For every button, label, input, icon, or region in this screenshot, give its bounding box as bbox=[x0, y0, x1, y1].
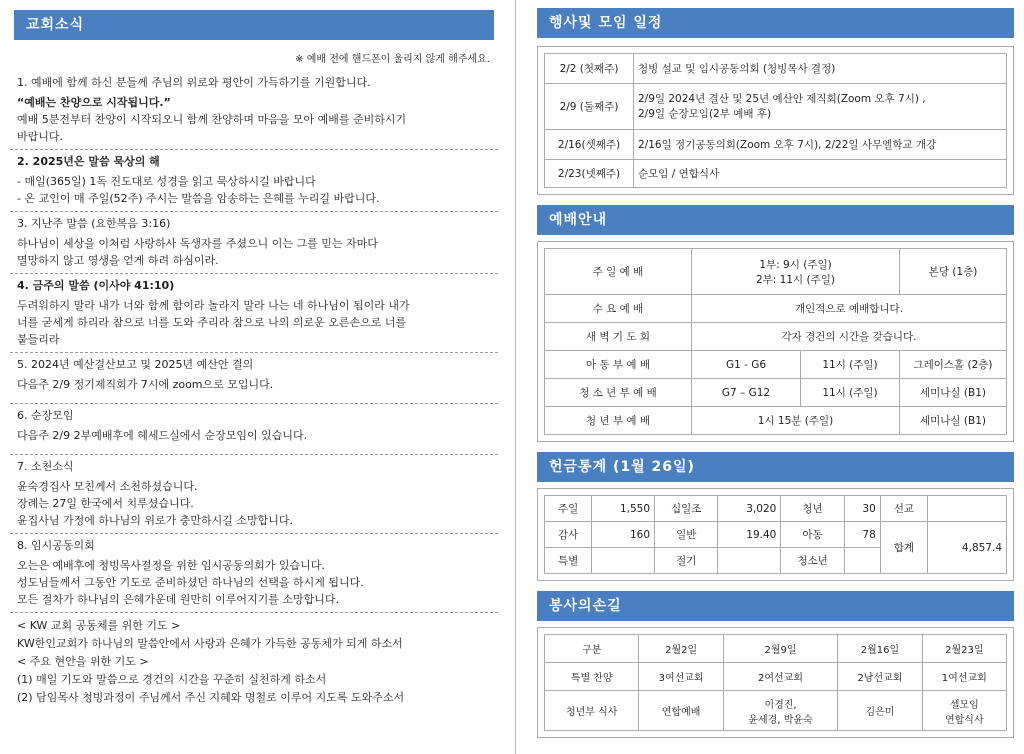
table-row bbox=[545, 407, 1007, 435]
news-line: 예배 5분전부터 찬양이 시작되오니 함께 찬양하며 마음을 모아 예배를 준비하시기 bbox=[17, 113, 407, 126]
table-row bbox=[545, 160, 1007, 188]
schedule-desc: 순모임 / 연합식사 bbox=[634, 160, 1007, 188]
stats-header: 헌금통계 (1월 26일) bbox=[537, 452, 1014, 482]
worship-name: 청 소 년 부 예 배 bbox=[545, 379, 692, 407]
news-title: 1. 예배에 함께 하신 분들께 주님의 위로와 평안이 가득하기를 기원합니다. bbox=[17, 76, 371, 89]
table-row bbox=[545, 351, 1007, 379]
news-item-5 bbox=[10, 353, 498, 404]
news-line: 너를 굳세게 하리라 참으로 너를 도와 주리라 참으로 나의 의로운 오른손으로 너를 bbox=[17, 316, 407, 329]
service-cell: 1여선교회 bbox=[922, 663, 1006, 691]
service-cell: 이경진, 윤세경, 박윤숙 bbox=[723, 691, 838, 731]
news-line: - 매일(365일) 1독 진도대로 성경을 읽고 묵상하시길 바랍니다 bbox=[17, 175, 316, 188]
phone-notice: ※ 예배 전에 핸드폰이 울리지 않게 해주세요. bbox=[295, 54, 490, 65]
prayer-line: KW한인교회가 하나님의 말씀안에서 사랑과 은혜가 가득한 공동체가 되게 하소서 bbox=[17, 637, 403, 650]
stats-label: 청년 bbox=[781, 496, 844, 522]
news-item-8 bbox=[10, 534, 498, 613]
schedule-date: 2/2 (첫째주) bbox=[545, 54, 634, 84]
service-cell: 청년부 식사 bbox=[545, 691, 639, 731]
stats-value bbox=[844, 548, 880, 574]
schedule-desc: 청빙 설교 및 임시공동의회 (청빙목사 결정) bbox=[634, 54, 1007, 84]
schedule-desc: 2/16일 정기공동의회(Zoom 오후 7시), 2/22일 사무엘학교 개강 bbox=[634, 130, 1007, 160]
service-cell: 특별 찬양 bbox=[545, 663, 639, 691]
stats-total-label: 합계 bbox=[880, 522, 927, 574]
worship-desc: 각자 경건의 시간을 갖습니다. bbox=[692, 323, 1007, 351]
service-cell: 연합예배 bbox=[639, 691, 723, 731]
prayer-line: (1) 매일 기도와 말씀으로 경건의 시간을 꾸준히 실천하게 하소서 bbox=[17, 673, 327, 686]
worship-time-2: 2부: 11시 (주일) bbox=[755, 273, 836, 286]
schedule-date: 2/23(넷째주) bbox=[545, 160, 634, 188]
worship-time-1: 1부: 9시 (주일) bbox=[759, 258, 832, 271]
news-title: 7. 소천소식 bbox=[17, 460, 74, 473]
worship-time: 11시 (주일) bbox=[801, 351, 900, 379]
prayer-line: (2) 담임목사 청빙과정이 주님께서 주신 지혜와 명철로 이루어 지도록 도와주소서 bbox=[17, 691, 405, 704]
schedule-date: 2/16(셋째주) bbox=[545, 130, 634, 160]
stats-label: 특별 bbox=[545, 548, 592, 574]
news-item-6 bbox=[10, 404, 498, 455]
right-column bbox=[537, 0, 1014, 738]
church-news-header: 교회소식 bbox=[14, 10, 494, 40]
service-head: 구분 bbox=[545, 635, 639, 663]
stats-value: 160 bbox=[592, 522, 655, 548]
news-line: 바랍니다. bbox=[17, 130, 64, 143]
stats-label: 선교 bbox=[880, 496, 927, 522]
service-box bbox=[537, 627, 1014, 738]
worship-table bbox=[544, 248, 1007, 435]
table-row bbox=[545, 295, 1007, 323]
prayer-section bbox=[10, 613, 498, 707]
service-cell: 3여선교회 bbox=[639, 663, 723, 691]
service-head: 2월2일 bbox=[639, 635, 723, 663]
service-cell: 셀모임 연합식사 bbox=[922, 691, 1006, 731]
table-row bbox=[545, 379, 1007, 407]
service-table bbox=[544, 634, 1007, 731]
news-line: 두려워하지 말라 내가 너와 함께 함이라 놀라지 말라 나는 네 하나님이 됨이라 내가 bbox=[17, 299, 410, 312]
stats-box bbox=[537, 488, 1014, 581]
stats-label: 감사 bbox=[545, 522, 592, 548]
worship-header: 예배안내 bbox=[537, 205, 1014, 235]
stats-label: 일반 bbox=[655, 522, 718, 548]
worship-time: 11시 (주일) bbox=[801, 379, 900, 407]
stats-label: 아동 bbox=[781, 522, 844, 548]
worship-grade: G1 - G6 bbox=[692, 351, 801, 379]
news-line: - 온 교인이 매 주일(52주) 주시는 말씀을 암송하는 은혜를 누리길 바랍니다. bbox=[17, 192, 380, 205]
worship-name: 주 일 예 배 bbox=[545, 249, 692, 295]
worship-desc: 개인적으로 예배합니다. bbox=[692, 295, 1007, 323]
news-title: 4. 금주의 말씀 (이사야 41:10) bbox=[17, 279, 175, 292]
worship-time bbox=[692, 249, 900, 295]
stats-value: 19.40 bbox=[718, 522, 781, 548]
news-line: 오는은 예배후에 청빙목사결정을 위한 임시공동의회가 있습니다. bbox=[17, 559, 325, 572]
news-line: 모든 절차가 하나님의 은혜가운데 원만히 이루어지기를 소망합니다. bbox=[17, 593, 340, 606]
stats-value bbox=[718, 548, 781, 574]
service-cell: 2여선교회 bbox=[723, 663, 838, 691]
stats-label: 절기 bbox=[655, 548, 718, 574]
news-title: 6. 순장모임 bbox=[17, 409, 74, 422]
schedule-desc: 2/9일 2024년 결산 및 25년 예산안 제직회(Zoom 오후 7시) , 2/9일 순장모임(2부 예배 후) bbox=[634, 84, 1007, 130]
worship-grade: G7 – G12 bbox=[692, 379, 801, 407]
prayer-line: < 주요 현안을 위한 기도 > bbox=[17, 655, 149, 668]
table-row bbox=[545, 496, 1007, 522]
table-row bbox=[545, 635, 1007, 663]
service-head: 2월23일 bbox=[922, 635, 1006, 663]
worship-place: 그레이스홀 (2층) bbox=[900, 351, 1007, 379]
table-row bbox=[545, 54, 1007, 84]
stats-total-value: 4,857.4 bbox=[927, 522, 1006, 574]
news-line: 장례는 27일 한국에서 치루셨습니다. bbox=[17, 497, 194, 510]
stats-label: 주일 bbox=[545, 496, 592, 522]
worship-name: 새 벽 기 도 회 bbox=[545, 323, 692, 351]
service-cell: 김은미 bbox=[838, 691, 922, 731]
news-line: 다음주 2/9 2부예배후에 헤세드실에서 순장모임이 있습니다. bbox=[17, 429, 308, 442]
table-row bbox=[545, 663, 1007, 691]
news-line: 윤숙경집사 모친께서 소천하셨습니다. bbox=[17, 480, 198, 493]
service-head: 2월9일 bbox=[723, 635, 838, 663]
stats-value bbox=[592, 548, 655, 574]
column-divider bbox=[515, 0, 516, 754]
service-header: 봉사의손길 bbox=[537, 591, 1014, 621]
table-row bbox=[545, 522, 1007, 548]
table-row bbox=[545, 323, 1007, 351]
schedule-box bbox=[537, 46, 1014, 195]
stats-value: 30 bbox=[844, 496, 880, 522]
news-title: 3. 지난주 말씀 (요한복음 3:16) bbox=[17, 217, 171, 230]
worship-place: 세미나실 (B1) bbox=[900, 407, 1007, 435]
service-cell: 2남선교회 bbox=[838, 663, 922, 691]
schedule-header: 행사및 모임 일정 bbox=[537, 8, 1014, 38]
news-line: 하나님이 세상을 이처럼 사랑하사 독생자를 주셨으니 이는 그를 믿는 자마다 bbox=[17, 237, 378, 250]
stats-label: 청소년 bbox=[781, 548, 844, 574]
news-line: 붙들리라 bbox=[17, 333, 60, 346]
news-title: 5. 2024년 예산결산보고 및 2025년 예산안 결의 bbox=[17, 358, 254, 371]
news-item-3 bbox=[10, 212, 498, 274]
worship-place: 본당 (1층) bbox=[900, 249, 1007, 295]
worship-place: 세미나실 (B1) bbox=[900, 379, 1007, 407]
stats-value bbox=[927, 496, 1006, 522]
stats-value: 78 bbox=[844, 522, 880, 548]
news-line: 멸망하지 않고 영생을 얻게 하려 하심이라. bbox=[17, 254, 219, 267]
prayer-line: < KW 교회 공동체를 위한 기도 > bbox=[17, 619, 181, 632]
news-line: 성도님들께서 그동안 기도로 준비하셨던 하나님의 선택을 하시게 됩니다. bbox=[17, 576, 364, 589]
worship-name: 청 년 부 예 배 bbox=[545, 407, 692, 435]
table-row bbox=[545, 691, 1007, 731]
news-item-4 bbox=[10, 274, 498, 353]
worship-time: 1시 15분 (주일) bbox=[692, 407, 900, 435]
news-title: 8. 임시공동의회 bbox=[17, 539, 95, 552]
stats-value: 3,020 bbox=[718, 496, 781, 522]
table-row bbox=[545, 84, 1007, 130]
schedule-table bbox=[544, 53, 1007, 188]
church-news-column bbox=[10, 0, 498, 707]
news-item-2 bbox=[10, 150, 498, 212]
service-head: 2월16일 bbox=[838, 635, 922, 663]
worship-box bbox=[537, 241, 1014, 442]
table-row bbox=[545, 130, 1007, 160]
news-item-1 bbox=[10, 71, 498, 150]
stats-label: 십일조 bbox=[655, 496, 718, 522]
news-line: “예배는 찬양으로 시작됩니다.” bbox=[17, 96, 171, 109]
news-line: 다음주 2/9 정기제직회가 7시에 zoom으로 모입니다. bbox=[17, 378, 274, 391]
stats-table bbox=[544, 495, 1007, 574]
worship-name: 아 동 부 예 배 bbox=[545, 351, 692, 379]
stats-value: 1,550 bbox=[592, 496, 655, 522]
news-line: 윤집사님 가정에 하나님의 위로가 충만하시길 소망합니다. bbox=[17, 514, 294, 527]
worship-name: 수 요 예 배 bbox=[545, 295, 692, 323]
news-title: 2. 2025년은 말씀 묵상의 해 bbox=[17, 155, 160, 168]
schedule-date: 2/9 (둘째주) bbox=[545, 84, 634, 130]
news-item-7 bbox=[10, 455, 498, 534]
table-row bbox=[545, 249, 1007, 295]
